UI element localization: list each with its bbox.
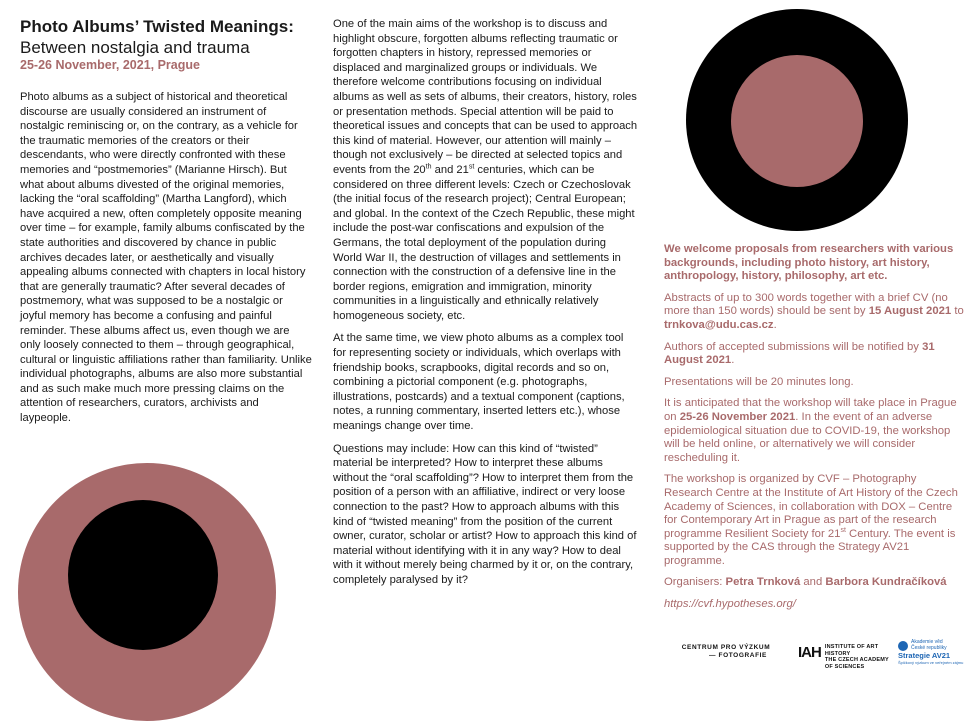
abstracts-paragraph: Abstracts of up to 300 words together with a brief CV (no more than 150 words) should be sent by 15 August 2021 to trnkova@udu.cas.cz.: [664, 291, 964, 331]
column-left: [20, 90, 312, 426]
disc-bottom-left-inner: [68, 500, 218, 650]
email-link[interactable]: trnkova@udu.cas.cz: [664, 318, 774, 331]
event-date: 25-26 November, 2021, Prague: [20, 58, 200, 72]
column-right: [664, 243, 964, 612]
disc-top-right-inner: [731, 55, 863, 187]
logo-cvf: CENTRUM PRO VÝZKUM — FOTOGRAFIE: [681, 644, 771, 659]
iah-mark-icon: IAH: [798, 644, 821, 661]
presentations-paragraph: Presentations will be 20 minutes long.: [664, 375, 854, 388]
intro-paragraph: Photo albums as a subject of historical and theoretical discourse are usually considered an instrument of nostalgic reminiscing or, on the contrary, as a vehicle for the traumatic memories of the creators or their descendants, who were directly confronted with these memories and “postmemories” (Marianne Hirsch). But what about albums divested of the original memories, lacking the “oral scaffolding” (Martha Langford), which have acquired a new, often completely opposite meaning over time – for example, family albums confiscated by the state authorities and discovered by chance in public archives decades later, or aesthetically and visually appealing albums connected with chapters in local history that are generally traumatic? After several decades of postmemory, what was supposed to be a nostalgic or joyful memory has become a confusing and painful reminder. These albums affect us, even though we are only loosely connected to them – through geographical, cultural or linguistic affiliations rather than familiarity. Unlike individual photographs, albums are also more substantial and as such make much more pressing claims on the attention of researchers, curators, archivists and laypeople.: [20, 91, 312, 425]
disc-bottom-left: [18, 463, 276, 721]
poster-subtitle: Between nostalgia and trauma: [20, 38, 250, 57]
organisers-paragraph: Organisers: Petra Trnková and Barbora Kundračíková: [664, 576, 947, 589]
aims-paragraph: One of the main aims of the workshop is to discuss and highlight obscure, forgotten albums reflecting traumatic or forgotten chapters in history, repressed memories or displaced and marginalized groups or individuals. We therefore welcome contributions focusing on individual albums as well as sets of albums, their creators, history, roles or presentation methods. Special attention will be paid to theoretical issues and concepts that can be used to approach this kind of material. However, our attention will mainly – though not exclusively – be directed at selected topics and events from the 20th and 21st centuries, which can be considered on three different levels: Czech or Czechoslovak (the initial focus of the research project); Central European; and global. In the context of the Czech Republic, these might include the post-war confiscations and expulsion of the Germans, the total deployment of the population during World War II, the destruction of villages and settlements in connection with the construction of a defensive line in the border regions, emigration and immigration, minority communities in a linguistically and ethnically relatively homogeneous society, etc.: [333, 18, 638, 322]
questions-paragraph: Questions may include: How can this kind of “twisted” material be interpreted? How to interpret these albums without the “oral scaffolding”? How to interpret them from the position of a person with an affiliative, indirect or very loose connection to the past? How to approach albums with this kind of “twisted meaning” from the position of the current owner, curator, scholar or artist? How to approach this kind of material without identifying with it in any way? How to deal with it without merely being charmed by it or, on the contrary, completely paralysed by it?: [333, 442, 637, 586]
welcome-paragraph: We welcome proposals from researchers with various backgrounds, including photo history, art history, anthropology, history, philosophy, art etc.: [664, 243, 954, 283]
anticipated-paragraph: It is anticipated that the workshop will take place in Prague on 25-26 November 2021. In the event of an adverse epidemiological situation due to COVID-19, the workshop will be held online, or alternatively we will consider rescheduling it.: [664, 397, 957, 464]
website-link[interactable]: https://cvf.hypotheses.org/: [664, 598, 796, 611]
organized-paragraph: The workshop is organized by CVF – Photography Research Centre at the Institute of Art History of the Czech Academy of Sciences, in collaboration with DOX – Centre for Contemporary Art in Prague as part of the research programme Resilient Society for 21st Century. The event is supported by the CAS through the Strategy AV21 programme.: [664, 473, 958, 567]
logo-iah: IAH INSTITUTE OF ART HISTORY THE CZECH ACADEMY OF SCIENCES: [798, 644, 889, 670]
logo-av21: Akademie věd České republiky Strategie AV21 Špičkový výzkum ve veřejném zájmu: [898, 639, 964, 665]
disc-top-right: [686, 9, 908, 231]
column-middle: [333, 17, 638, 588]
complex-tool-paragraph: At the same time, we view photo albums as a complex tool for representing society or individuals, which overlaps with friendship books, scrapbooks, digital records and so on, combining a pictorial component (e.g. photographs, illustrations, postcards) and a textual component (captions, notes, a running commentary, inserted letters etc.), whose meanings change over time.: [333, 332, 625, 433]
poster-title: Photo Albums’ Twisted Meanings:: [20, 17, 294, 36]
av-mark-icon: [898, 641, 908, 651]
authors-paragraph: Authors of accepted submissions will be notified by 31 August 2021.: [664, 340, 935, 367]
